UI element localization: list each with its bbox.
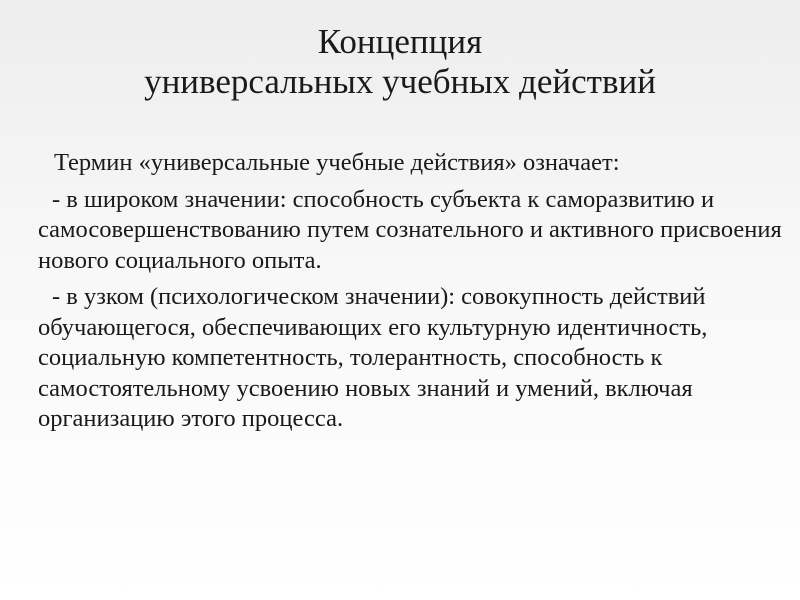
narrow-meaning-paragraph: - в узком (психологическом значении): совокупность действий обучающегося, обеспечивающих его культурную идентичность, социальную компетентность, толерантность, способность к самостоятельному усвоению новых знаний и умений, включая организацию этого процесса. — [38, 283, 708, 432]
slide-body — [38, 148, 796, 441]
title-line-1: Концепция — [317, 22, 483, 61]
broad-meaning-paragraph: - в широком значении: способность субъекта к саморазвитию и самосовершенствованию путем сознательного и активного присвоения нового социального опыта. — [38, 185, 782, 274]
title-line-2: универсальных учебных действий — [144, 62, 656, 101]
slide-title — [0, 22, 800, 102]
intro-paragraph: Термин «универсальные учебные действия» означает: — [54, 149, 620, 176]
